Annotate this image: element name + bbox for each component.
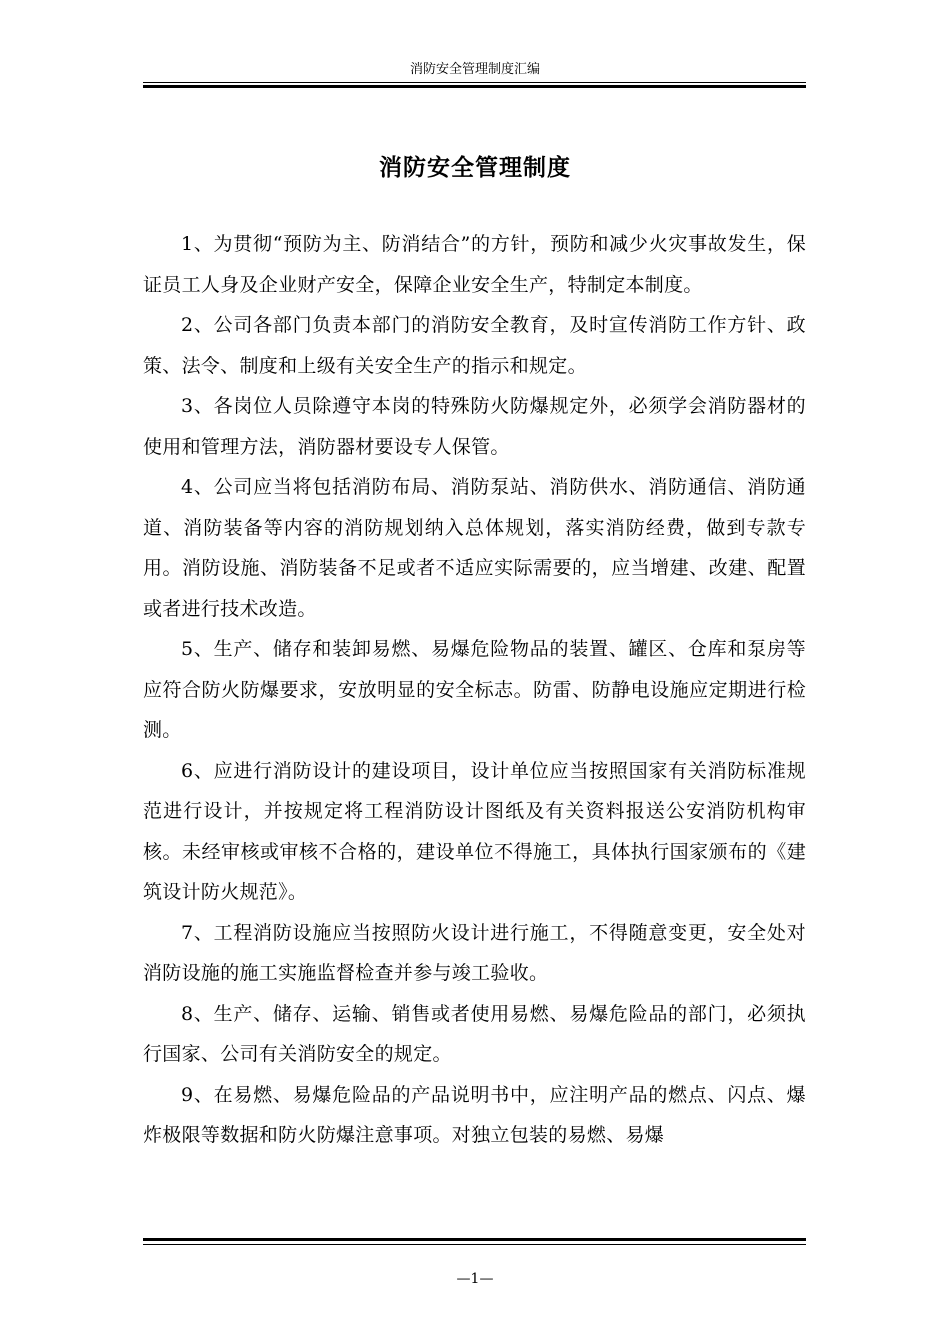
paragraph-9: 9、在易燃、易爆危险品的产品说明书中，应注明产品的燃点、闪点、爆炸极限等数据和防火防爆注意事项。对独立包装的易燃、易爆	[143, 1083, 806, 1146]
footer-rule-thin	[143, 1244, 806, 1245]
page-number: —1—	[456, 1271, 494, 1287]
header-rule-thick	[143, 85, 806, 88]
paragraph-3: 3、各岗位人员除遵守本岗的特殊防火防爆规定外，必须学会消防器材的使用和管理方法，消防器材要设专人保管。	[143, 395, 806, 458]
paragraph-4: 4、公司应当将包括消防布局、消防泵站、消防供水、消防通信、消防通道、消防装备等内容的消防规划纳入总体规划，落实消防经费，做到专款专用。消防设施、消防装备不足或者不适应实际需要的，应当增建、改建、配置或者进行技术改造。	[143, 476, 806, 620]
document-title: 消防安全管理制度	[379, 154, 571, 181]
header-rule-thin	[143, 82, 806, 83]
footer-rule-thick	[143, 1238, 806, 1241]
paragraph-2: 2、公司各部门负责本部门的消防安全教育，及时宣传消防工作方针、政策、法令、制度和上级有关安全生产的指示和规定。	[143, 314, 806, 377]
document-body	[143, 224, 806, 1156]
paragraph-6: 6、应进行消防设计的建设项目，设计单位应当按照国家有关消防标准规范进行设计，并按规定将工程消防设计图纸及有关资料报送公安消防机构审核。未经审核或审核不合格的，建设单位不得施工，具体执行国家颁布的《建筑设计防火规范》。	[143, 759, 806, 903]
paragraph-8: 8、生产、储存、运输、销售或者使用易燃、易爆危险品的部门，必须执行国家、公司有关消防安全的规定。	[143, 1002, 806, 1065]
paragraph-5: 5、生产、储存和装卸易燃、易爆危险物品的装置、罐区、仓库和泵房等应符合防火防爆要求，安放明显的安全标志。防雷、防静电设施应定期进行检测。	[143, 638, 806, 741]
running-header: 消防安全管理制度汇编	[409, 62, 540, 77]
paragraph-1: 1、为贯彻“预防为主、防消结合”的方针，预防和减少火灾事故发生，保证员工人身及企业财产安全，保障企业安全生产，特制定本制度。	[143, 233, 806, 296]
paragraph-7: 7、工程消防设施应当按照防火设计进行施工，不得随意变更，安全处对消防设施的施工实施监督检查并参与竣工验收。	[143, 921, 806, 984]
